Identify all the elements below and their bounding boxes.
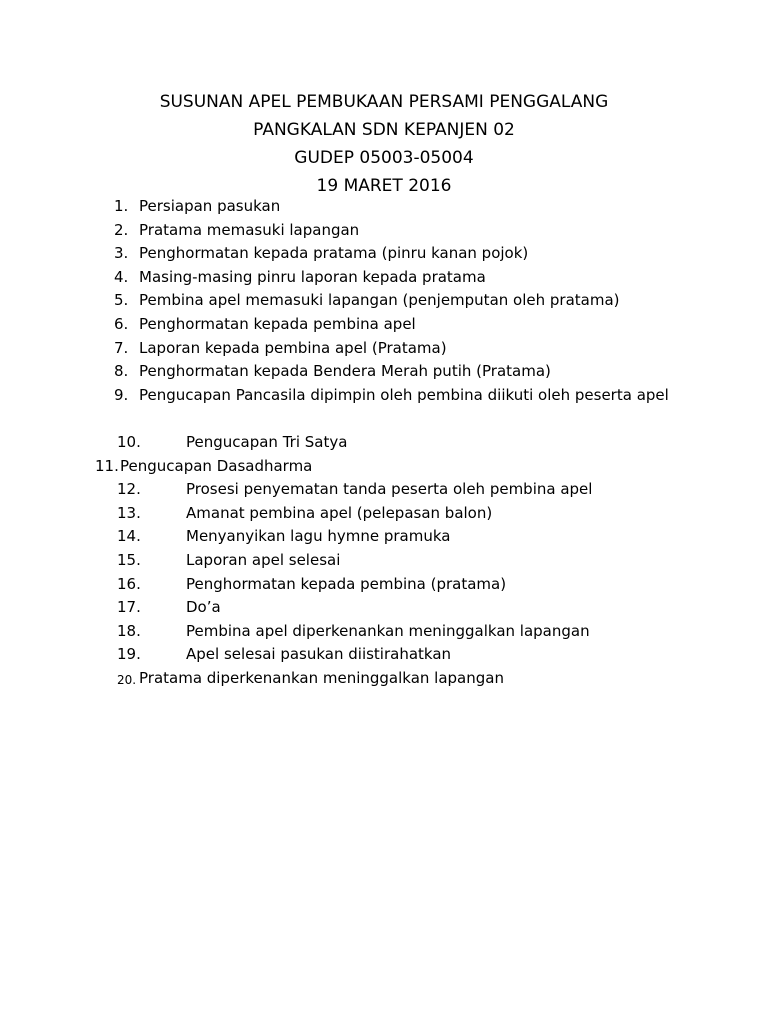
list-item	[0, 195, 768, 219]
item-text: Pengucapan Pancasila dipimpin oleh pembina diikuti oleh peserta apel	[139, 385, 669, 404]
list-item	[0, 643, 768, 667]
item-number: 17.	[117, 598, 141, 617]
list-item	[0, 219, 768, 243]
title-line-3: GUDEP 05003-05004	[294, 148, 474, 168]
list-item	[0, 242, 768, 266]
list-item	[0, 455, 768, 479]
item-number: 18.	[117, 621, 141, 640]
item-number: 9.	[114, 385, 129, 404]
item-number: 12.	[117, 480, 141, 499]
item-text: Penghormatan kepada pembina apel	[139, 314, 416, 333]
item-text: Masing-masing pinru laporan kepada pratama	[139, 267, 486, 286]
item-number: 2.	[114, 220, 129, 239]
item-text: Penghormatan kepada pembina (pratama)	[186, 574, 507, 593]
item-number: 6.	[114, 314, 129, 333]
agenda-list	[0, 195, 768, 690]
item-text: Penghormatan kepada pratama (pinru kanan pojok)	[139, 244, 529, 263]
item-number: 1.	[114, 197, 129, 215]
item-number: 8.	[114, 362, 129, 381]
item-number: 3.	[114, 244, 129, 263]
item-number: 11.	[95, 456, 119, 475]
item-number: 5.	[114, 291, 129, 310]
item-text: Persiapan pasukan	[139, 197, 281, 215]
item-text: Pratama memasuki lapangan	[139, 220, 360, 239]
item-text: Apel selesai pasukan diistirahatkan	[186, 645, 452, 664]
item-number: 7.	[114, 338, 129, 357]
item-text: Pratama diperkenankan meninggalkan lapangan	[139, 668, 504, 687]
item-number: 15.	[117, 550, 141, 569]
item-text: Laporan kepada pembina apel (Pratama)	[139, 338, 447, 357]
item-number: 20.	[117, 672, 137, 687]
title-line-2: PANGKALAN SDN KEPANJEN 02	[253, 120, 515, 140]
list-item	[0, 337, 768, 361]
item-number: 16.	[117, 574, 141, 593]
item-text: Pengucapan Dasadharma	[120, 456, 313, 475]
list-item	[0, 313, 768, 337]
list-item	[0, 620, 768, 644]
item-number: 19.	[117, 645, 141, 664]
list-item	[0, 266, 768, 290]
item-number: 10.	[117, 432, 141, 451]
list-item	[0, 667, 768, 691]
list-item	[0, 431, 768, 455]
list-item	[0, 289, 768, 313]
item-number: 4.	[114, 267, 129, 286]
list-item	[0, 360, 768, 384]
document-title	[0, 88, 768, 200]
list-item	[0, 502, 768, 526]
item-text: Prosesi penyematan tanda peserta oleh pembina apel	[186, 480, 593, 499]
item-text: Do’a	[186, 598, 221, 617]
item-text: Pembina apel memasuki lapangan (penjemputan oleh pratama)	[139, 291, 620, 310]
list-item	[0, 573, 768, 597]
title-line-1: SUSUNAN APEL PEMBUKAAN PERSAMI PENGGALANG	[159, 92, 609, 112]
item-number: 13.	[117, 503, 141, 522]
list-item	[0, 525, 768, 549]
list-item	[0, 596, 768, 620]
item-text: Laporan apel selesai	[186, 550, 341, 569]
item-text: Penghormatan kepada Bendera Merah putih (Pratama)	[139, 362, 551, 381]
item-text: Pengucapan Tri Satya	[186, 432, 348, 451]
item-text: Amanat pembina apel (pelepasan balon)	[186, 503, 493, 522]
list-item	[0, 478, 768, 502]
list-item	[0, 384, 768, 431]
item-text: Pembina apel diperkenankan meninggalkan lapangan	[186, 621, 590, 640]
item-number: 14.	[117, 527, 141, 546]
list-item	[0, 549, 768, 573]
item-text: Menyanyikan lagu hymne pramuka	[186, 527, 451, 546]
title-line-4: 19 MARET 2016	[316, 176, 452, 196]
